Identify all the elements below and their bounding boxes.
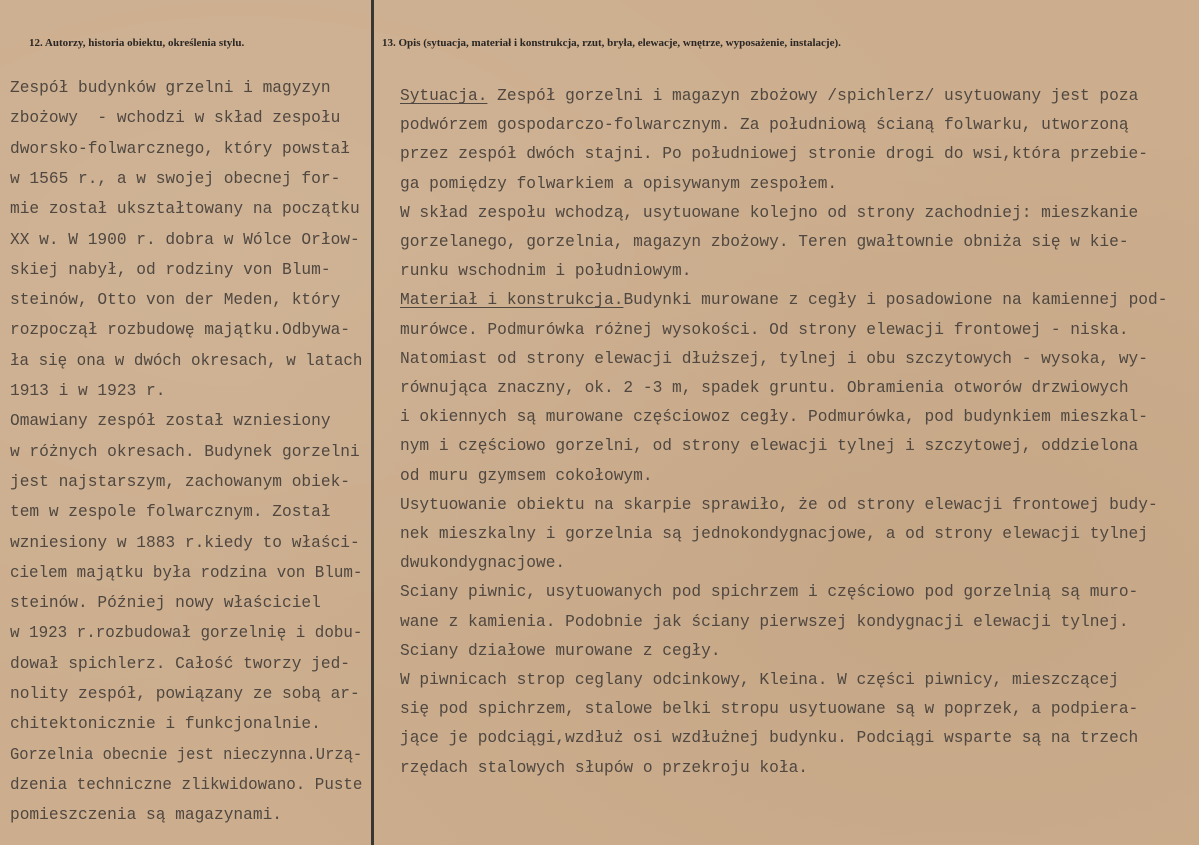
history-text-line: nolity zespół, powiązany ze sobą ar- bbox=[10, 685, 360, 703]
description-text-line: murówce. Podmurówka różnej wysokości. Od strony elewacji frontowej - niska. bbox=[400, 320, 1129, 339]
history-text-line: w 1565 r., a w swojej obecnej for- bbox=[10, 169, 341, 188]
description-text-line: od muru gzymsem cokołowym. bbox=[400, 466, 653, 485]
history-text-line: chitektonicznie i funkcjonalnie. bbox=[10, 715, 321, 734]
description-text-line: ga pomiędzy folwarkiem a opisywanym zespołem. bbox=[400, 174, 838, 193]
description-text-line: jące je podciągi,wzdłuż osi wzdłużnej budynku. Podciągi wsparte są na trzech bbox=[400, 729, 1139, 748]
history-text-line: w 1923 r.rozbudował gorzelnię i dobu- bbox=[10, 624, 363, 643]
description-text-line: Materiał i konstrukcja.Budynki murowane z cegły i posadowione na kamiennej pod- bbox=[400, 291, 1168, 310]
history-text-line: dował spichlerz. Całość tworzy jed- bbox=[10, 654, 350, 673]
description-text-line: Sciany działowe murowane z cegły. bbox=[400, 641, 721, 660]
description-text-line: rzędach stalowych słupów o przekroju koła. bbox=[400, 758, 808, 777]
history-text-line: Omawiany zespół został wzniesiony bbox=[10, 412, 331, 431]
description-text-line: Usytuowanie obiektu na skarpie sprawiło, że od strony elewacji frontowej budy- bbox=[400, 495, 1158, 514]
description-text-line: równująca znaczny, ok. 2 -3 m, spadek gruntu. Obramienia otworów drzwiowych bbox=[400, 379, 1129, 397]
description-text-line: Sciany piwnic, usytuowanych pod spichrzem i częściowo pod gorzelnią są muro- bbox=[400, 583, 1139, 602]
history-text-line: mie został ukształtowany na początku bbox=[10, 200, 360, 219]
history-text-line: rozpoczął rozbudowę majątku.Odbywa- bbox=[10, 321, 350, 340]
history-text-line: skiej nabył, od rodziny von Blum- bbox=[10, 260, 331, 279]
history-text-line: Zespół budynków grzelni i magyzyn bbox=[10, 79, 331, 97]
description-text-line: W piwnicach strop ceglany odcinkowy, Kleina. W części piwnicy, mieszczącej bbox=[400, 671, 1119, 689]
history-text-line: wzniesiony w 1883 r.kiedy to właści- bbox=[10, 533, 360, 552]
description-text-line: dwukondygnacjowe. bbox=[400, 554, 566, 573]
history-text-line: w różnych okresach. Budynek gorzelni bbox=[10, 442, 360, 461]
description-text-line: podwórzem gospodarczo-folwarcznym. Za południową ścianą folwarku, utworzoną bbox=[400, 116, 1129, 135]
description-text-line: przez zespół dwóch stajni. Po południowej stronie drogi do wsi,która przebie- bbox=[400, 145, 1148, 164]
description-text-line: się pod spichrzem, stalowe belki stropu usytuowane są w poprzek, a podpiera- bbox=[400, 700, 1139, 719]
history-text-line: jest najstarszym, zachowanym obiek- bbox=[10, 472, 350, 491]
description-text-line: Natomiast od strony elewacji dłuższej, tylnej i obu szczytowych - wysoka, wy- bbox=[400, 349, 1148, 368]
history-text-line: ła się ona w dwóch okresach, w latach bbox=[10, 351, 363, 370]
description-text-line: wane z kamienia. Podobnie jak ściany pierwszej kondygnacji elewacji tylnej. bbox=[400, 612, 1129, 631]
history-text-line: dworsko-folwarcznego, który powstał bbox=[10, 139, 350, 158]
history-text-line: dzenia techniczne zlikwidowano. Puste bbox=[10, 775, 363, 794]
description-text-line: runku wschodnim i południowym. bbox=[400, 262, 692, 281]
section-12-header: 12. Autorzy, historia obiektu, określenia stylu. bbox=[29, 37, 245, 49]
description-text-line: nek mieszkalny i gorzelnia są jednokondygnacjowe, a od strony elewacji tylnej bbox=[400, 525, 1148, 543]
description-text-line: nym i częściowo gorzelni, od strony elewacji tylnej i szczytowej, oddzielona bbox=[400, 437, 1139, 456]
section-subheading: Sytuacja. bbox=[400, 87, 488, 105]
history-text-line: tem w zespole folwarcznym. Został bbox=[10, 503, 331, 522]
history-text-line: Gorzelnia obecnie jest nieczynna.Urzą- bbox=[10, 745, 363, 764]
column-divider bbox=[371, 0, 374, 845]
history-text-line: cielem majątku była rodzina von Blum- bbox=[10, 563, 363, 582]
section-13-header: 13. Opis (sytuacja, materiał i konstrukcja, rzut, bryła, elewacje, wnętrze, wyposażenie, instalacje). bbox=[382, 37, 841, 49]
description-text-line: Sytuacja. Zespół gorzelni i magazyn zbożowy /spichlerz/ usytuowany jest poza bbox=[400, 87, 1139, 105]
description-text-line: gorzelanego, gorzelnia, magazyn zbożowy. Teren gwałtownie obniża się w kie- bbox=[400, 233, 1129, 251]
history-text-line: XX w. W 1900 r. dobra w Wólce Orłow- bbox=[10, 230, 360, 249]
history-text-line: pomieszczenia są magazynami. bbox=[10, 806, 282, 825]
description-text-line: W skład zespołu wchodzą, usytuowane kolejno od strony zachodniej: mieszkanie bbox=[400, 203, 1139, 222]
section-subheading: Materiał i konstrukcja. bbox=[400, 291, 624, 310]
history-text-line: 1913 i w 1923 r. bbox=[10, 382, 166, 400]
history-text-line: steinów. Później nowy właściciel bbox=[10, 594, 321, 613]
history-text-line: steinów, Otto von der Meden, który bbox=[10, 291, 341, 310]
history-text-line: zbożowy - wchodzi w skład zespołu bbox=[10, 109, 341, 128]
description-text-line: i okiennych są murowane częściowoz cegły. Podmurówka, pod budynkiem mieszkal- bbox=[400, 408, 1148, 427]
